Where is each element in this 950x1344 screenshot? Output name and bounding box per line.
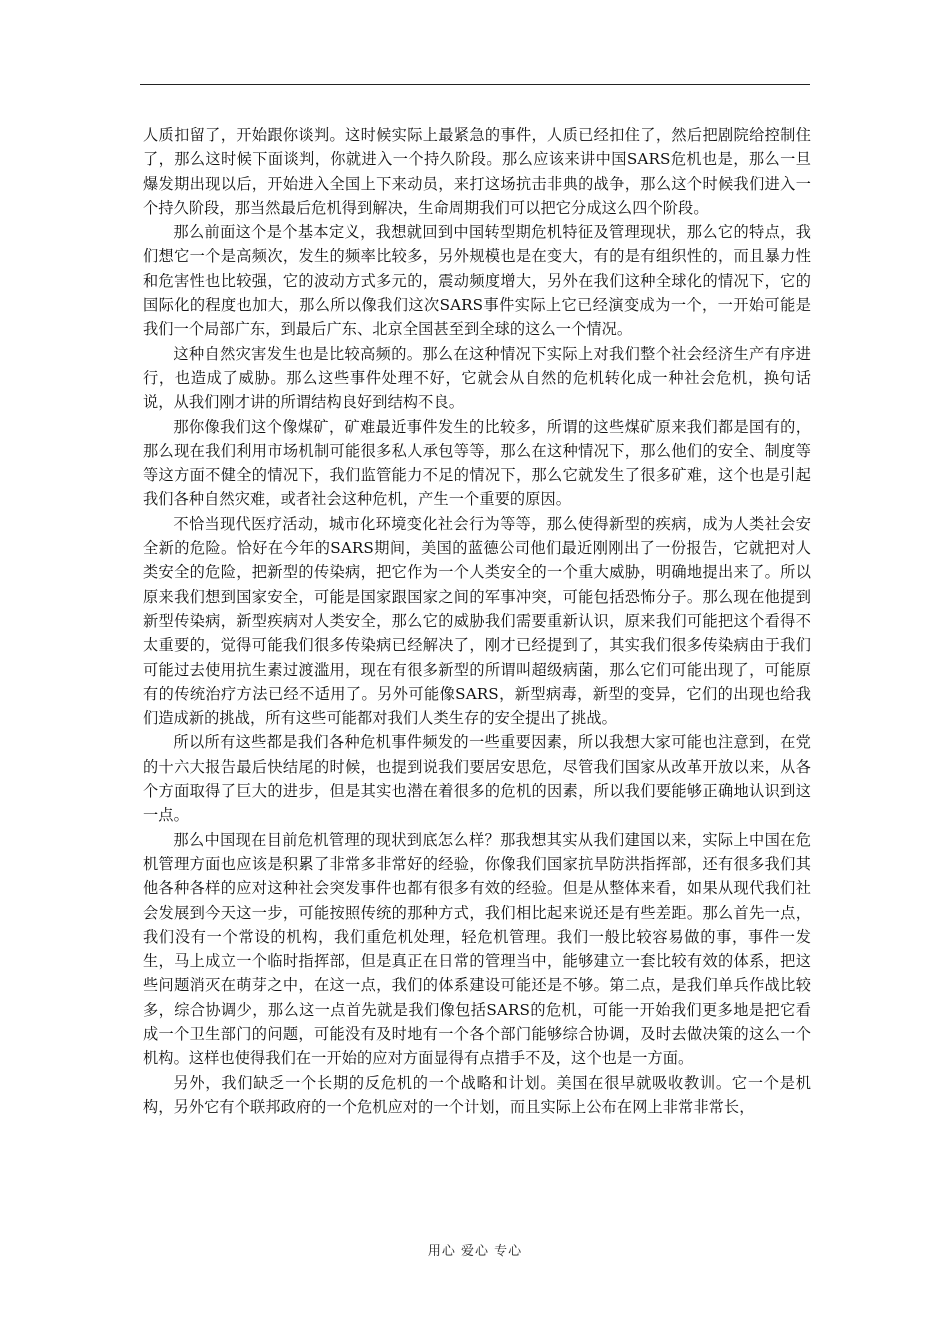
paragraph: 那你像我们这个像煤矿，矿难最近事件发生的比较多，所谓的这些煤矿原来我们都是国有的，那么现在我们利用市场机制可能很多私人承包等等，那么在这种情况下，那么他们的安全、制度等等这方面不健全的情况下，我们监管能力不足的情况下，那么它就发生了很多矿难，这个也是引起我们各种自然灾难，或者社会这种危机，产生一个重要的原因。 [143,417,811,509]
paragraph: 另外，我们缺乏一个长期的反危机的一个战略和计划。美国在很早就吸收教训。它一个是机构，另外它有个联邦政府的一个危机应对的一个计划，而且实际上公布在网上非常非常长， [143,1073,811,1116]
paragraph: 人质扣留了，开始跟你谈判。这时候实际上最紧急的事件，人质已经扣住了，然后把剧院给控制住了，那么这时候下面谈判，你就进入一个持久阶段。那么应该来讲中国SARS危机也是，那么一旦爆发期出现以后，开始进入全国上下来动员，来打这场抗击非典的战争，那么这个时候我们进入一个持久阶段，那当然最后危机得到解决，生命周期我们可以把它分成这么四个阶段。 [143,126,811,217]
paragraph: 那么中国现在目前危机管理的现状到底怎么样？那我想其实从我们建国以来，实际上中国在危机管理方面也应该是积累了非常多非常好的经验，你像我们国家抗旱防洪指挥部，还有很多我们其他各种各样的应对这种社会突发事件也都有很多有效的经验。但是从整体来看，如果从现代我们社会发展到今天这一步，可能按照传统的那种方式，我们相比起来说还是有些差距。那么首先一点，我们没有一个常设的机构，我们重危机处理，轻危机管理。我们一般比较容易做的事，事件一发生，马上成立一个临时指挥部，但是真正在日常的管理当中，能够建立一套比较有效的体系，把这些问题消灭在萌芽之中，在这一点，我们的体系建设可能还是不够。第二点，是我们单兵作战比较多，综合协调少，那么这一点首先就是我们像包括SARS的危机，可能一开始我们更多地是把它看成一个卫生部门的问题，可能没有及时地有一个各个部门能够综合协调，及时去做决策的这么一个机构。这样也使得我们在一开始的应对方面显得有点措手不及，这个也是一方面。 [143,830,811,1068]
header-rule [140,84,810,85]
paragraph: 所以所有这些都是我们各种危机事件频发的一些重要因素，所以我想大家可能也注意到，在党的十六大报告最后快结尾的时候，也提到说我们要居安思危，尽管我们国家从改革开放以来，从各个方面取得了巨大的进步，但是其实也潜在着很多的危机的因素，所以我们要能够正确地认识到这一点。 [143,733,811,825]
paragraph: 那么前面这个是个基本定义，我想就回到中国转型期危机特征及管理现状，那么它的特点，我们想它一个是高频次，发生的频率比较多，另外规模也是在变大，有的是有组织性的，而且暴力性和危害性也比较强，它的波动方式多元的，震动频度增大，另外在我们这种全球化的情况下，它的国际化的程度也加大，那么所以像我们这次SARS事件实际上它已经演变成为一个，一开始可能是我们一个局部广东，到最后广东、北京全国甚至到全球的这么一个情况。 [143,223,811,339]
paragraph: 不恰当现代医疗活动，城市化环境变化社会行为等等，那么使得新型的疾病，成为人类社会安全新的危险。恰好在今年的SARS期间，美国的蓝德公司他们最近刚刚出了一份报告，它就把对人类安全的危险，把新型的传染病，把它作为一个人类安全的一个重大威胁，明确地提出来了。所以原来我们想到国家安全，可能是国家跟国家之间的军事冲突，可能包括恐怖分子。那么现在他提到新型传染病，新型疾病对人类安全，那么它的威胁我们需要重新认识，原来我们可能把这个看得不太重要的，觉得可能我们很多传染病已经解决了，刚才已经提到了，其实我们很多传染病由于我们可能过去使用抗生素过渡滥用，现在有很多新型的所谓叫超级病菌，那么它们可能出现了，可能原有的传统治疗方法已经不适用了。另外可能像SARS，新型病毒，新型的变异，它们的出现也给我们造成新的挑战，所有这些可能都对我们人类生存的安全提出了挑战。 [143,514,811,728]
document-body [143,123,811,1119]
paragraph: 这种自然灾害发生也是比较高频的。那么在这种情况下实际上对我们整个社会经济生产有序进行，也造成了威胁。那么这些事件处理不好，它就会从自然的危机转化成一种社会危机，换句话说，从我们刚才讲的所谓结构良好到结构不良。 [143,344,811,412]
page-footer: 用心 爱心 专心 [427,1244,523,1259]
